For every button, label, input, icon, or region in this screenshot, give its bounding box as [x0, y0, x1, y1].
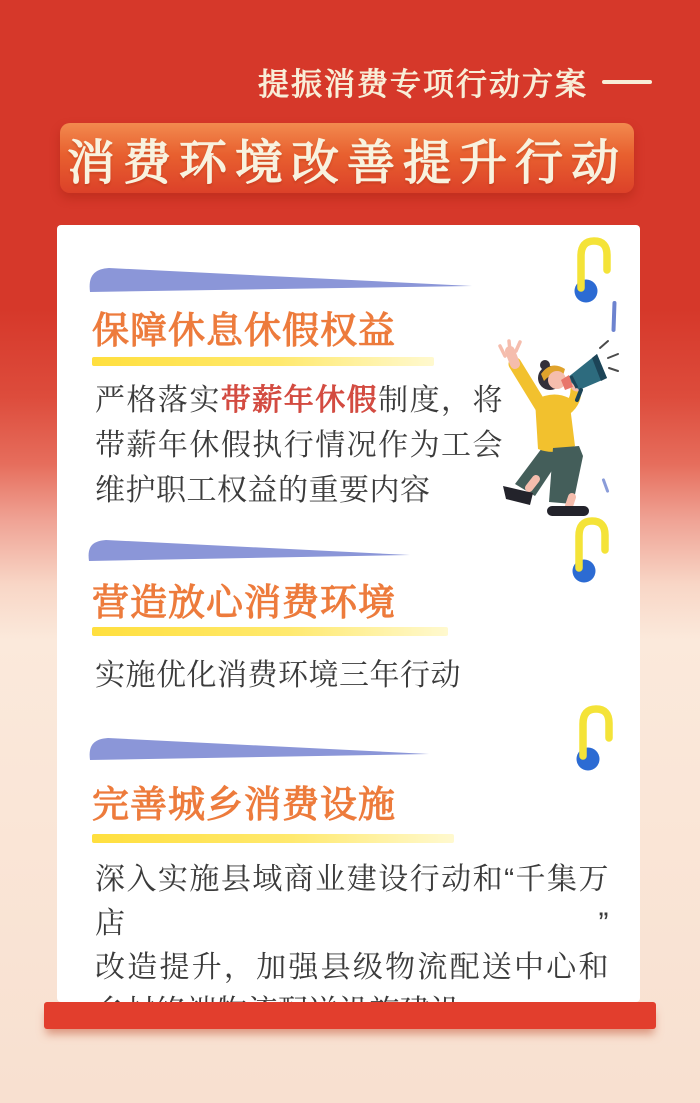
- section-1-body-line-3: 维护职工权益的重要内容: [95, 474, 431, 507]
- swoosh-decoration-3: [85, 736, 430, 761]
- section-3-body-line-2: 改造提升，加强县级物流配送中心和: [95, 951, 609, 984]
- hook-icon-2: [568, 514, 612, 586]
- bottom-bar: [44, 1002, 656, 1029]
- tagline: [258, 59, 652, 104]
- section-1-body-line-2: 带薪年休假执行情况作为工会: [95, 429, 503, 462]
- section-3-heading: 完善城乡消费设施: [92, 782, 396, 826]
- section-3-underline: [92, 834, 454, 843]
- title-banner: [60, 123, 634, 193]
- tagline-text: 提振消费专项行动方案: [258, 67, 588, 103]
- hook-icon-3: [572, 702, 616, 774]
- section-1-body-line-1: [95, 378, 503, 423]
- section-2-body: [95, 653, 565, 698]
- section-1-underline: [92, 357, 434, 366]
- highlighted-phrase: 带薪年休假: [220, 384, 379, 417]
- body-text: 严格落实: [95, 384, 221, 417]
- section-2-heading: 营造放心消费环境: [92, 580, 396, 624]
- body-text: 制度，将: [378, 384, 504, 417]
- page-title: 消费环境改善提升行动: [66, 136, 627, 190]
- section-2-underline: [92, 627, 448, 636]
- hook-icon-1: [570, 234, 614, 306]
- section-1-heading: 保障休息休假权益: [92, 308, 396, 352]
- tagline-dash: [602, 80, 652, 84]
- section-1-body: [95, 378, 503, 513]
- megaphone-person-illustration: [497, 338, 622, 524]
- section-3-body-line-1: 深入实施县域商业建设行动和“千集万店”: [95, 863, 609, 940]
- section-2-body-line-1: 实施优化消费环境三年行动: [95, 659, 461, 692]
- swoosh-decoration-2: [84, 538, 411, 562]
- swoosh-decoration-1: [85, 266, 473, 293]
